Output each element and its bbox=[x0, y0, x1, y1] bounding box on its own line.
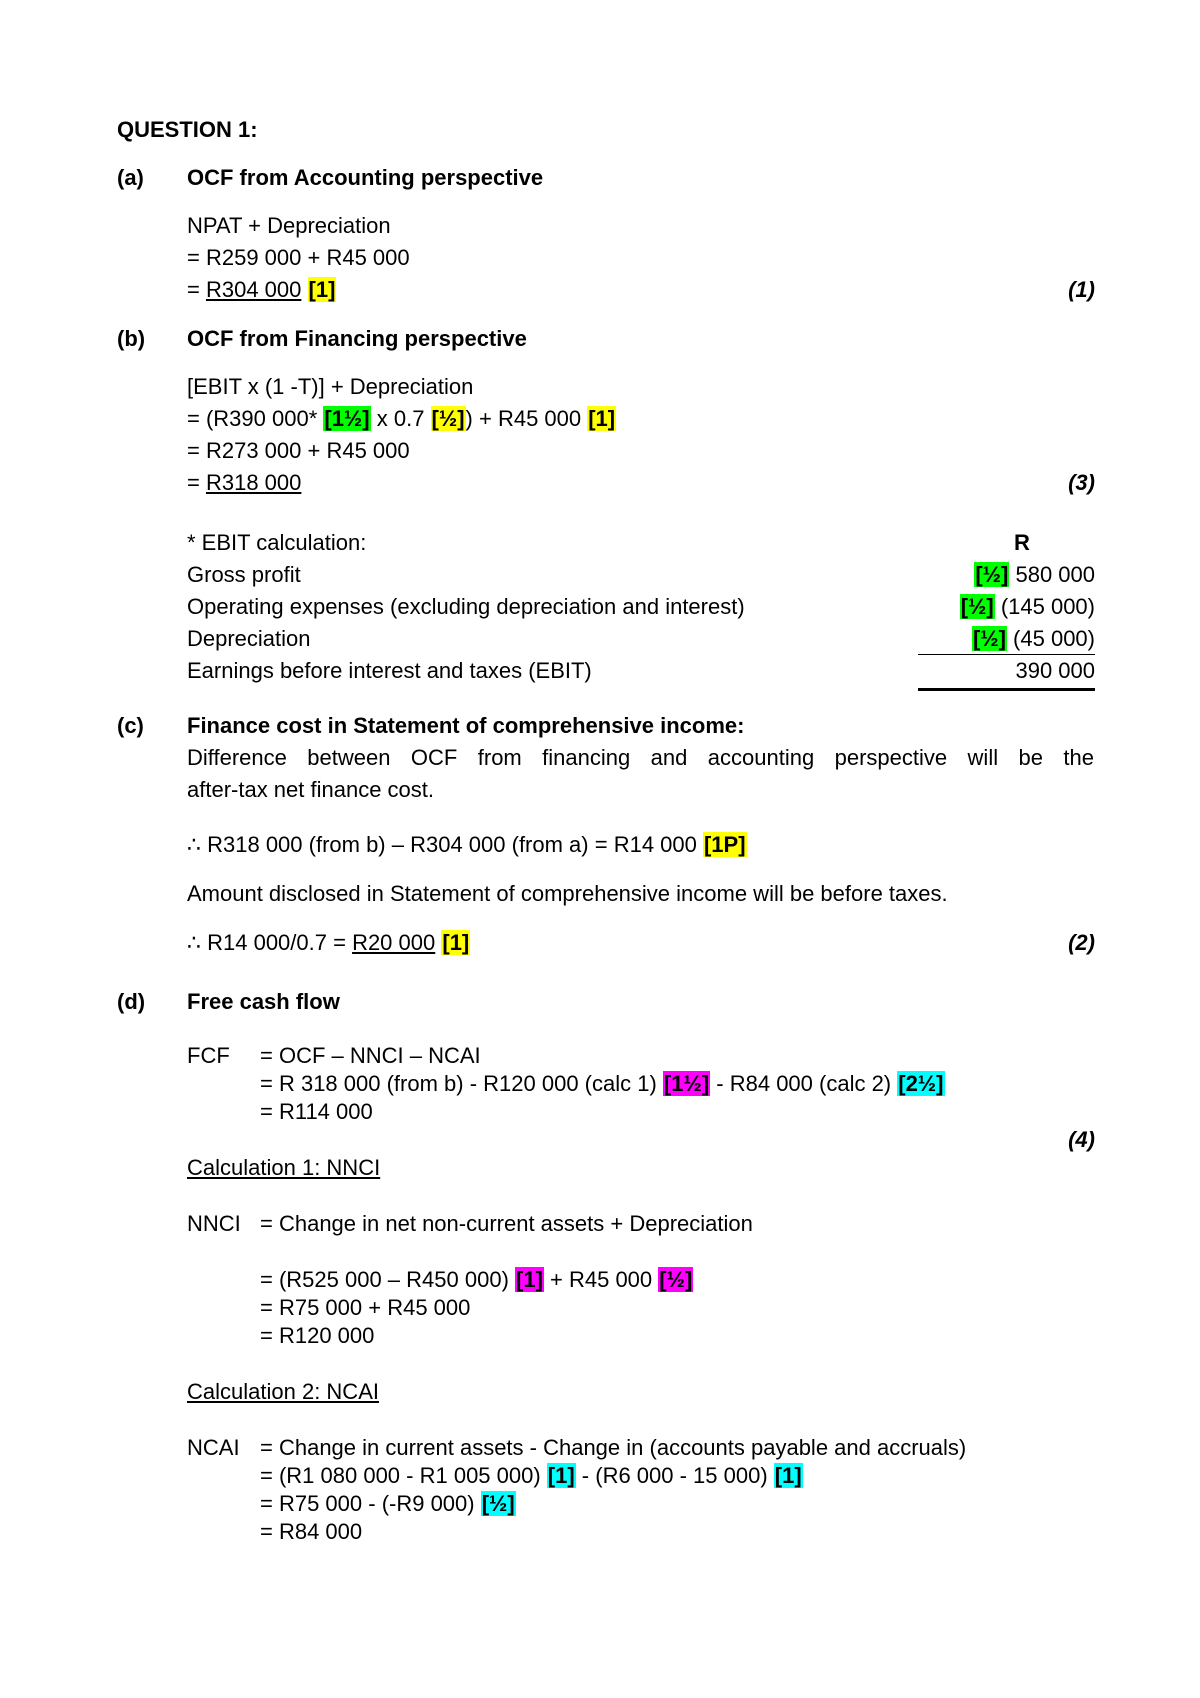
ncai-line-2: = (R1 080 000 - R1 005 000) [1] - (R6 000 - 15 000) [1] bbox=[260, 1463, 802, 1488]
ebit-total-value: 390 000 bbox=[1015, 658, 1095, 683]
part-c-calc-1: ∴ R318 000 (from b) – R304 000 (from a) = R14 000 [1P] bbox=[187, 832, 746, 857]
part-c-paragraph-line-1: Difference between OCF from financing and accounting perspective will be the bbox=[187, 745, 1094, 770]
ebit-row-label: Depreciation bbox=[187, 626, 311, 651]
part-c-paragraph-line-2: after-tax net finance cost. bbox=[187, 777, 435, 802]
ncai-line-4: = R84 000 bbox=[260, 1519, 363, 1544]
mark-badge: [2½] bbox=[898, 1071, 944, 1096]
part-b-line-3: = R273 000 + R45 000 bbox=[187, 438, 410, 463]
fcf-line-1: = OCF – NNCI – NCAI bbox=[260, 1043, 481, 1068]
part-a-letter: (a) bbox=[117, 165, 144, 190]
part-d-letter: (d) bbox=[117, 989, 146, 1014]
part-b-line-2: = (R390 000* [1½] x 0.7 [½]) + R45 000 [1] bbox=[187, 406, 616, 431]
part-c-note: Amount disclosed in Statement of comprehensive income will be before taxes. bbox=[187, 881, 948, 906]
nnci-label: NNCI bbox=[187, 1211, 241, 1236]
subtotal-rule bbox=[918, 654, 1095, 655]
calc-1-heading: Calculation 1: NNCI bbox=[187, 1155, 381, 1180]
part-c-result: R20 000 bbox=[352, 930, 436, 955]
ebit-row-label: Operating expenses (excluding depreciation and interest) bbox=[187, 594, 745, 619]
part-d-heading: Free cash flow bbox=[187, 989, 340, 1014]
nnci-line-4: = R120 000 bbox=[260, 1323, 375, 1348]
mark-badge: [1] bbox=[516, 1267, 543, 1292]
question-title: QUESTION 1: bbox=[117, 117, 258, 142]
part-a-heading: OCF from Accounting perspective bbox=[187, 165, 544, 190]
mark-badge: [½] bbox=[431, 406, 465, 431]
mark-badge: [1] bbox=[588, 406, 616, 431]
ebit-row-amount: [½] (145 000) bbox=[960, 594, 1095, 619]
mark-badge: [½] bbox=[960, 594, 994, 619]
ncai-label: NCAI bbox=[187, 1435, 240, 1460]
mark-badge: [1P] bbox=[703, 832, 746, 857]
mark-badge: [1] bbox=[774, 1463, 802, 1488]
mark-badge: [½] bbox=[975, 562, 1009, 587]
ebit-currency: R bbox=[1014, 530, 1030, 555]
fcf-label: FCF bbox=[187, 1043, 230, 1068]
ebit-row-amount: [½] (45 000) bbox=[972, 626, 1095, 651]
ebit-row-amount: [½] 580 000 bbox=[975, 562, 1095, 587]
mark-badge: [1½] bbox=[324, 406, 370, 431]
total-double-rule bbox=[918, 688, 1095, 691]
mark-badge: [½] bbox=[481, 1491, 515, 1516]
part-b-heading: OCF from Financing perspective bbox=[187, 326, 527, 351]
part-a-result: R304 000 bbox=[205, 277, 302, 302]
part-a-total: (1) bbox=[1068, 277, 1095, 302]
part-b-line-4: = R318 000 bbox=[187, 470, 302, 495]
part-c-total: (2) bbox=[1068, 930, 1095, 955]
part-c-calc-2: ∴ R14 000/0.7 = R20 000 [1] bbox=[187, 930, 470, 955]
fcf-line-3: = R114 000 bbox=[260, 1099, 373, 1124]
ebit-title: * EBIT calculation: bbox=[187, 530, 367, 555]
part-b-total: (3) bbox=[1068, 470, 1095, 495]
mark-badge: [½] bbox=[659, 1267, 693, 1292]
calc-2-heading: Calculation 2: NCAI bbox=[187, 1379, 379, 1404]
ncai-line-3: = R75 000 - (-R9 000) [½] bbox=[260, 1491, 515, 1516]
mark-badge: [1] bbox=[308, 277, 336, 302]
nnci-line-1: = Change in net non-current assets + Depreciation bbox=[260, 1211, 753, 1236]
part-b-line-1: [EBIT x (1 -T)] + Depreciation bbox=[187, 374, 474, 399]
nnci-line-3: = R75 000 + R45 000 bbox=[260, 1295, 471, 1320]
part-a-line-1: NPAT + Depreciation bbox=[187, 213, 391, 238]
mark-badge: [1] bbox=[442, 930, 470, 955]
part-c-letter: (c) bbox=[117, 713, 144, 738]
mark-badge: [½] bbox=[972, 626, 1006, 651]
mark-badge: [1] bbox=[547, 1463, 575, 1488]
part-c-heading: Finance cost in Statement of comprehensive income: bbox=[187, 713, 745, 738]
ebit-total-label: Earnings before interest and taxes (EBIT) bbox=[187, 658, 592, 683]
part-d-total: (4) bbox=[1068, 1127, 1095, 1152]
part-b-letter: (b) bbox=[117, 326, 146, 351]
part-a-line-3: = R304 000 [1] bbox=[187, 277, 336, 302]
fcf-line-2: = R 318 000 (from b) - R120 000 (calc 1) [1½] - R84 000 (calc 2) [2½] bbox=[260, 1071, 944, 1096]
ncai-line-1: = Change in current assets - Change in (accounts payable and accruals) bbox=[260, 1435, 967, 1460]
part-a-line-2: = R259 000 + R45 000 bbox=[187, 245, 410, 270]
ebit-row-label: Gross profit bbox=[187, 562, 301, 587]
mark-badge: [1½] bbox=[663, 1071, 710, 1096]
nnci-line-2: = (R525 000 – R450 000) [1] + R45 000 [½] bbox=[260, 1267, 693, 1292]
part-b-result: R318 000 bbox=[205, 470, 302, 495]
